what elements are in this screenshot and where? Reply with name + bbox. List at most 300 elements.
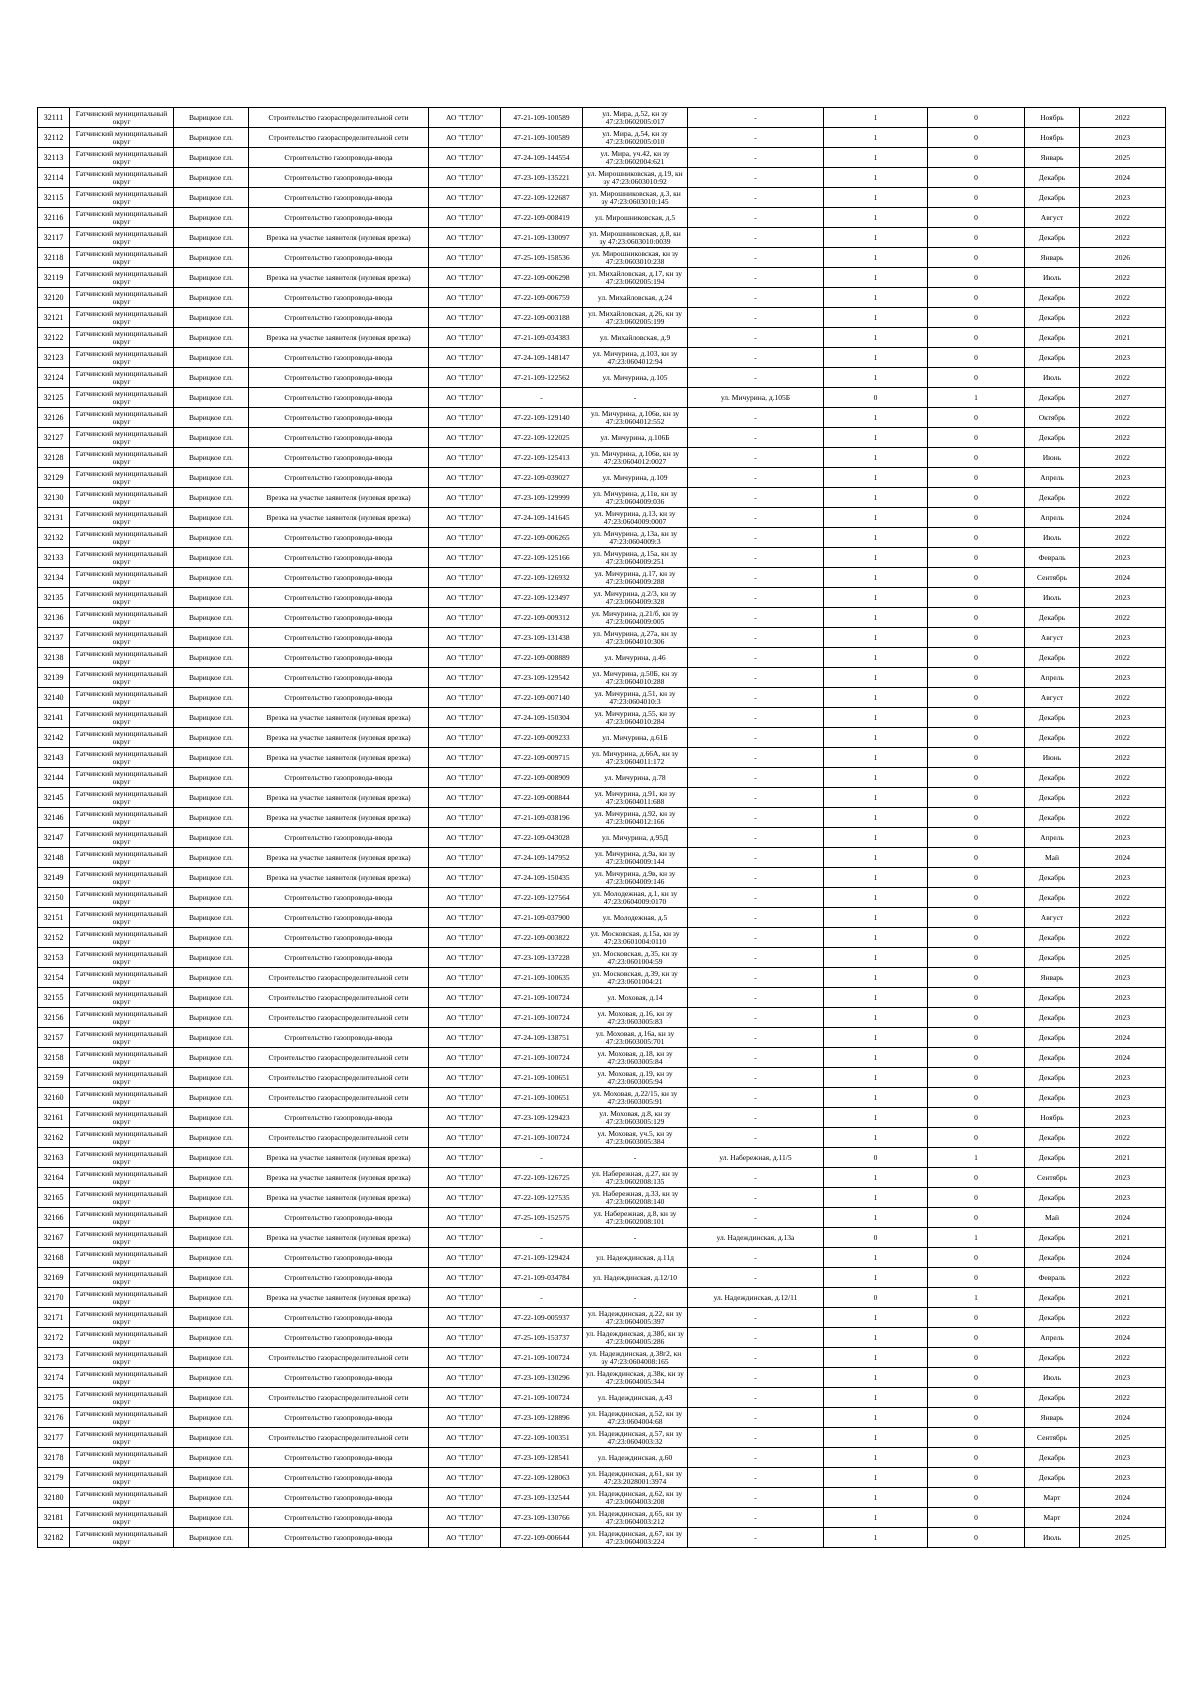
cell-month: Декабрь (1025, 1308, 1080, 1328)
cell-address-alt: - (688, 1208, 824, 1228)
cell-address-alt: ул. Мичурина, д.105Б (688, 388, 824, 408)
cell-month: Декабрь (1025, 1468, 1080, 1488)
cell-settlement: Вырицкое г.п. (174, 1528, 249, 1548)
cell-district: Гатчинский муниципальный округ (70, 168, 174, 188)
cell-month: Декабрь (1025, 728, 1080, 748)
cell-settlement: Вырицкое г.п. (174, 1248, 249, 1268)
cell-code: 47-23-109-131438 (501, 628, 583, 648)
cell-district: Гатчинский муниципальный округ (70, 1388, 174, 1408)
cell-address: ул. Мичурина, д.66А, кн зу 47:23:0604011:172 (583, 748, 688, 768)
cell-month: Декабрь (1025, 988, 1080, 1008)
cell-work-type: Строительство газопровода-ввода (249, 1268, 429, 1288)
cell-count-b: 1 (928, 388, 1025, 408)
cell-address: ул. Молодежная, д.1, кн зу 47:23:0604009:0170 (583, 888, 688, 908)
cell-settlement: Вырицкое г.п. (174, 928, 249, 948)
cell-code: 47-25-109-158536 (501, 248, 583, 268)
cell-address: ул. Мичурина, д.13, кн зу 47:23:0604009:0007 (583, 508, 688, 528)
cell-year: 2022 (1080, 1348, 1166, 1368)
cell-settlement: Вырицкое г.п. (174, 1488, 249, 1508)
cell-address-alt: - (688, 228, 824, 248)
cell-settlement: Вырицкое г.п. (174, 188, 249, 208)
cell-org: АО "ГГЛО" (429, 388, 501, 408)
cell-work-type: Строительство газопровода-ввода (249, 468, 429, 488)
cell-address-alt: - (688, 608, 824, 628)
cell-work-type: Врезка на участке заявителя (нулевая врезка) (249, 728, 429, 748)
cell-code: 47-23-109-132544 (501, 1488, 583, 1508)
cell-org: АО "ГГЛО" (429, 368, 501, 388)
cell-address: ул. Надеждинская, д.43 (583, 1388, 688, 1408)
cell-num: 32163 (38, 1148, 70, 1168)
cell-count-a: 1 (824, 568, 928, 588)
cell-count-a: 1 (824, 948, 928, 968)
cell-address: ул. Мичурина, д.103, кн зу 47:23:0604012:94 (583, 348, 688, 368)
cell-address-alt: - (688, 788, 824, 808)
cell-count-a: 1 (824, 528, 928, 548)
cell-address: ул. Мичурина, д.15а, кн зу 47:23:0604009:251 (583, 548, 688, 568)
table-row (38, 1308, 1166, 1328)
cell-work-type: Врезка на участке заявителя (нулевая врезка) (249, 808, 429, 828)
cell-work-type: Строительство газопровода-ввода (249, 288, 429, 308)
table-row (38, 1008, 1166, 1028)
cell-work-type: Строительство газораспределительной сети (249, 1088, 429, 1108)
cell-address: ул. Мичурина, д.2/3, кн зу 47:23:0604009:328 (583, 588, 688, 608)
cell-code: 47-21-109-034784 (501, 1268, 583, 1288)
cell-work-type: Строительство газопровода-ввода (249, 1488, 429, 1508)
cell-count-b: 0 (928, 468, 1025, 488)
cell-address: ул. Надеждинская, д.52, кн зу 47:23:0604004:68 (583, 1408, 688, 1428)
cell-district: Гатчинский муниципальный округ (70, 988, 174, 1008)
table-row (38, 508, 1166, 528)
cell-district: Гатчинский муниципальный округ (70, 528, 174, 548)
cell-address: ул. Мичурина, д.105 (583, 368, 688, 388)
table-row (38, 1488, 1166, 1508)
table-row (38, 468, 1166, 488)
cell-address-alt: - (688, 1088, 824, 1108)
cell-year: 2022 (1080, 748, 1166, 768)
cell-district: Гатчинский муниципальный округ (70, 208, 174, 228)
cell-work-type: Строительство газопровода-ввода (249, 668, 429, 688)
cell-year: 2024 (1080, 1208, 1166, 1228)
cell-org: АО "ГГЛО" (429, 668, 501, 688)
cell-month: Июль (1025, 1368, 1080, 1388)
cell-num: 32117 (38, 228, 70, 248)
cell-num: 32149 (38, 868, 70, 888)
cell-org: АО "ГГЛО" (429, 148, 501, 168)
cell-address: ул. Надеждинская, д.38б, кн зу 47:23:0604005:286 (583, 1328, 688, 1348)
cell-address: - (583, 1228, 688, 1248)
cell-district: Гатчинский муниципальный округ (70, 688, 174, 708)
cell-code: 47-23-109-137228 (501, 948, 583, 968)
cell-settlement: Вырицкое г.п. (174, 1428, 249, 1448)
cell-work-type: Строительство газопровода-ввода (249, 1448, 429, 1468)
cell-settlement: Вырицкое г.п. (174, 1128, 249, 1148)
cell-month: Июль (1025, 1528, 1080, 1548)
cell-num: 32120 (38, 288, 70, 308)
cell-address: ул. Мирошниковская, д.3, кн зу 47:23:0603010:145 (583, 188, 688, 208)
table-row (38, 1068, 1166, 1088)
cell-code: 47-22-109-122025 (501, 428, 583, 448)
cell-address-alt: - (688, 588, 824, 608)
cell-address: ул. Надеждинская, д.12/10 (583, 1268, 688, 1288)
table-row (38, 368, 1166, 388)
cell-address-alt: - (688, 1128, 824, 1148)
cell-work-type: Строительство газораспределительной сети (249, 1008, 429, 1028)
cell-month: Август (1025, 908, 1080, 928)
cell-num: 32166 (38, 1208, 70, 1228)
cell-count-b: 0 (928, 1428, 1025, 1448)
cell-month: Декабрь (1025, 228, 1080, 248)
cell-num: 32125 (38, 388, 70, 408)
table-row (38, 688, 1166, 708)
cell-code: 47-23-109-128541 (501, 1448, 583, 1468)
cell-settlement: Вырицкое г.п. (174, 208, 249, 228)
cell-count-a: 1 (824, 1028, 928, 1048)
cell-month: Июль (1025, 368, 1080, 388)
cell-district: Гатчинский муниципальный округ (70, 1428, 174, 1448)
cell-address-alt: - (688, 728, 824, 748)
cell-district: Гатчинский муниципальный округ (70, 228, 174, 248)
cell-count-b: 0 (928, 648, 1025, 668)
cell-address: ул. Московская, д.15а, кн зу 47:23:0601004:0110 (583, 928, 688, 948)
cell-work-type: Строительство газопровода-ввода (249, 1308, 429, 1328)
cell-settlement: Вырицкое г.п. (174, 248, 249, 268)
cell-org: АО "ГГЛО" (429, 328, 501, 348)
cell-code: 47-22-109-128063 (501, 1468, 583, 1488)
cell-month: Декабрь (1025, 1448, 1080, 1468)
cell-address-alt: - (688, 448, 824, 468)
cell-address-alt: - (688, 368, 824, 388)
table-row (38, 1468, 1166, 1488)
cell-settlement: Вырицкое г.п. (174, 168, 249, 188)
cell-count-a: 1 (824, 1208, 928, 1228)
cell-district: Гатчинский муниципальный округ (70, 1288, 174, 1308)
cell-address-alt: - (688, 1408, 824, 1428)
cell-district: Гатчинский муниципальный округ (70, 588, 174, 608)
cell-org: АО "ГГЛО" (429, 908, 501, 928)
cell-count-b: 0 (928, 788, 1025, 808)
cell-year: 2024 (1080, 1028, 1166, 1048)
cell-month: Декабрь (1025, 948, 1080, 968)
cell-num: 32122 (38, 328, 70, 348)
cell-settlement: Вырицкое г.п. (174, 448, 249, 468)
cell-address-alt: - (688, 108, 824, 128)
cell-work-type: Строительство газопровода-ввода (249, 588, 429, 608)
cell-address: ул. Надеждинская, д.11д (583, 1248, 688, 1268)
table-row (38, 908, 1166, 928)
cell-num: 32133 (38, 548, 70, 568)
cell-count-a: 1 (824, 328, 928, 348)
cell-month: Май (1025, 1208, 1080, 1228)
cell-count-b: 0 (928, 568, 1025, 588)
cell-month: Декабрь (1025, 188, 1080, 208)
cell-count-a: 1 (824, 1428, 928, 1448)
cell-count-a: 1 (824, 728, 928, 748)
cell-district: Гатчинский муниципальный округ (70, 328, 174, 348)
cell-month: Декабрь (1025, 288, 1080, 308)
cell-count-b: 0 (928, 408, 1025, 428)
cell-num: 32135 (38, 588, 70, 608)
cell-num: 32112 (38, 128, 70, 148)
table-row (38, 848, 1166, 868)
table-row (38, 188, 1166, 208)
cell-address: ул. Надеждинская, д.57, кн зу 47:23:0604003:32 (583, 1428, 688, 1448)
cell-code: - (501, 388, 583, 408)
gasification-plan-table (37, 107, 1166, 1548)
cell-num: 32153 (38, 948, 70, 968)
cell-settlement: Вырицкое г.п. (174, 1348, 249, 1368)
table-row (38, 1388, 1166, 1408)
cell-count-b: 0 (928, 228, 1025, 248)
cell-settlement: Вырицкое г.п. (174, 908, 249, 928)
table-row (38, 1028, 1166, 1048)
cell-address-alt: - (688, 668, 824, 688)
cell-code: 47-22-109-125166 (501, 548, 583, 568)
cell-code: 47-21-109-037900 (501, 908, 583, 928)
cell-year: 2022 (1080, 488, 1166, 508)
cell-address: ул. Моховая, д.16, кн зу 47:23:0603005:83 (583, 1008, 688, 1028)
cell-district: Гатчинский муниципальный округ (70, 248, 174, 268)
cell-count-a: 1 (824, 908, 928, 928)
cell-num: 32155 (38, 988, 70, 1008)
cell-district: Гатчинский муниципальный округ (70, 768, 174, 788)
cell-district: Гатчинский муниципальный округ (70, 1248, 174, 1268)
cell-count-a: 1 (824, 1328, 928, 1348)
cell-count-b: 0 (928, 808, 1025, 828)
table-row (38, 1088, 1166, 1108)
cell-num: 32123 (38, 348, 70, 368)
table-row (38, 248, 1166, 268)
cell-work-type: Строительство газораспределительной сети (249, 108, 429, 128)
cell-num: 32158 (38, 1048, 70, 1068)
cell-district: Гатчинский муниципальный округ (70, 508, 174, 528)
cell-year: 2021 (1080, 1228, 1166, 1248)
cell-count-b: 0 (928, 768, 1025, 788)
cell-count-b: 0 (928, 1168, 1025, 1188)
cell-address-alt: - (688, 568, 824, 588)
cell-settlement: Вырицкое г.п. (174, 408, 249, 428)
cell-year: 2023 (1080, 1468, 1166, 1488)
cell-count-a: 1 (824, 148, 928, 168)
cell-code: 47-21-109-100589 (501, 108, 583, 128)
cell-district: Гатчинский муниципальный округ (70, 368, 174, 388)
cell-year: 2024 (1080, 1048, 1166, 1068)
cell-settlement: Вырицкое г.п. (174, 708, 249, 728)
cell-work-type: Строительство газопровода-ввода (249, 1468, 429, 1488)
cell-org: АО "ГГЛО" (429, 1528, 501, 1548)
table-row (38, 1228, 1166, 1248)
cell-count-a: 1 (824, 1388, 928, 1408)
cell-month: Январь (1025, 968, 1080, 988)
cell-year: 2024 (1080, 568, 1166, 588)
cell-month: Декабрь (1025, 768, 1080, 788)
cell-year: 2022 (1080, 208, 1166, 228)
cell-count-b: 0 (928, 968, 1025, 988)
cell-code: 47-22-109-008909 (501, 768, 583, 788)
cell-num: 32116 (38, 208, 70, 228)
cell-settlement: Вырицкое г.п. (174, 988, 249, 1008)
cell-num: 32113 (38, 148, 70, 168)
cell-address: ул. Мичурина, д.46 (583, 648, 688, 668)
cell-count-a: 1 (824, 1508, 928, 1528)
cell-address: ул. Моховая, уч.5, кн зу 47:23:0603005:384 (583, 1128, 688, 1148)
cell-work-type: Строительство газораспределительной сети (249, 1388, 429, 1408)
cell-year: 2022 (1080, 1388, 1166, 1408)
cell-address-alt: - (688, 1108, 824, 1128)
cell-district: Гатчинский муниципальный округ (70, 968, 174, 988)
cell-year: 2023 (1080, 968, 1166, 988)
cell-org: АО "ГГЛО" (429, 1168, 501, 1188)
cell-year: 2023 (1080, 1168, 1166, 1188)
cell-code: 47-22-109-006265 (501, 528, 583, 548)
cell-work-type: Строительство газопровода-ввода (249, 1408, 429, 1428)
cell-code: 47-25-109-152575 (501, 1208, 583, 1228)
cell-org: АО "ГГЛО" (429, 828, 501, 848)
cell-month: Декабрь (1025, 1128, 1080, 1148)
table-row (38, 828, 1166, 848)
cell-num: 32152 (38, 928, 70, 948)
cell-month: Декабрь (1025, 648, 1080, 668)
cell-count-a: 1 (824, 228, 928, 248)
cell-work-type: Врезка на участке заявителя (нулевая врезка) (249, 508, 429, 528)
cell-address-alt: - (688, 428, 824, 448)
cell-count-a: 1 (824, 788, 928, 808)
cell-num: 32171 (38, 1308, 70, 1328)
cell-address: ул. Мичурина, д.9в, кн зу 47:23:0604009:146 (583, 868, 688, 888)
cell-org: АО "ГГЛО" (429, 1328, 501, 1348)
cell-count-a: 1 (824, 1448, 928, 1468)
cell-count-a: 1 (824, 1168, 928, 1188)
cell-district: Гатчинский муниципальный округ (70, 848, 174, 868)
cell-address: ул. Моховая, д.22/15, кн зу 47:23:0603005:91 (583, 1088, 688, 1108)
cell-work-type: Врезка на участке заявителя (нулевая врезка) (249, 848, 429, 868)
table-row (38, 888, 1166, 908)
cell-settlement: Вырицкое г.п. (174, 288, 249, 308)
cell-district: Гатчинский муниципальный округ (70, 648, 174, 668)
cell-year: 2024 (1080, 1508, 1166, 1528)
cell-year: 2022 (1080, 608, 1166, 628)
cell-work-type: Врезка на участке заявителя (нулевая врезка) (249, 228, 429, 248)
cell-address-alt: - (688, 1068, 824, 1088)
cell-settlement: Вырицкое г.п. (174, 1228, 249, 1248)
cell-count-b: 0 (928, 868, 1025, 888)
cell-month: Январь (1025, 148, 1080, 168)
cell-month: Сентябрь (1025, 568, 1080, 588)
cell-address-alt: - (688, 1468, 824, 1488)
cell-count-b: 0 (928, 1468, 1025, 1488)
cell-count-a: 1 (824, 408, 928, 428)
cell-district: Гатчинский муниципальный округ (70, 1108, 174, 1128)
cell-num: 32144 (38, 768, 70, 788)
cell-num: 32131 (38, 508, 70, 528)
cell-count-b: 0 (928, 308, 1025, 328)
cell-num: 32157 (38, 1028, 70, 1048)
cell-year: 2024 (1080, 848, 1166, 868)
cell-work-type: Строительство газораспределительной сети (249, 968, 429, 988)
cell-settlement: Вырицкое г.п. (174, 1448, 249, 1468)
cell-district: Гатчинский муниципальный округ (70, 548, 174, 568)
cell-code: 47-24-109-138751 (501, 1028, 583, 1048)
cell-year: 2022 (1080, 908, 1166, 928)
cell-org: АО "ГГЛО" (429, 928, 501, 948)
cell-count-a: 1 (824, 1048, 928, 1068)
cell-num: 32176 (38, 1408, 70, 1428)
cell-district: Гатчинский муниципальный округ (70, 928, 174, 948)
cell-district: Гатчинский муниципальный округ (70, 788, 174, 808)
cell-work-type: Врезка на участке заявителя (нулевая врезка) (249, 1288, 429, 1308)
cell-code: 47-22-109-127535 (501, 1188, 583, 1208)
cell-month: Декабрь (1025, 1048, 1080, 1068)
cell-year: 2025 (1080, 148, 1166, 168)
cell-address-alt: - (688, 168, 824, 188)
cell-count-a: 1 (824, 1188, 928, 1208)
cell-address-alt: ул. Надеждинская, д.12/11 (688, 1288, 824, 1308)
cell-address-alt: - (688, 1008, 824, 1028)
cell-address-alt: - (688, 688, 824, 708)
cell-count-a: 1 (824, 268, 928, 288)
table-row (38, 728, 1166, 748)
cell-code: - (501, 1288, 583, 1308)
table-row (38, 648, 1166, 668)
cell-count-a: 1 (824, 868, 928, 888)
cell-district: Гатчинский муниципальный округ (70, 608, 174, 628)
table-row (38, 748, 1166, 768)
cell-year: 2023 (1080, 1448, 1166, 1468)
cell-count-a: 1 (824, 1248, 928, 1268)
cell-address-alt: - (688, 548, 824, 568)
cell-settlement: Вырицкое г.п. (174, 1388, 249, 1408)
cell-count-b: 0 (928, 588, 1025, 608)
cell-code: 47-22-109-005937 (501, 1308, 583, 1328)
cell-count-b: 0 (928, 628, 1025, 648)
cell-count-b: 0 (928, 368, 1025, 388)
cell-count-b: 0 (928, 1268, 1025, 1288)
cell-address: ул. Мичурина, д.61Б (583, 728, 688, 748)
cell-count-a: 1 (824, 1128, 928, 1148)
cell-address-alt: - (688, 288, 824, 308)
cell-settlement: Вырицкое г.п. (174, 1108, 249, 1128)
cell-count-a: 1 (824, 888, 928, 908)
cell-month: Декабрь (1025, 1348, 1080, 1368)
cell-month: Декабрь (1025, 868, 1080, 888)
cell-address: ул. Мира, д.52, кн зу 47:23:0602005:017 (583, 108, 688, 128)
cell-code: 47-23-109-129423 (501, 1108, 583, 1128)
cell-district: Гатчинский муниципальный округ (70, 748, 174, 768)
table-row (38, 1348, 1166, 1368)
cell-org: АО "ГГЛО" (429, 848, 501, 868)
cell-address: ул. Набережная, д.33, кн зу 47:23:0602008:140 (583, 1188, 688, 1208)
cell-org: АО "ГГЛО" (429, 748, 501, 768)
cell-settlement: Вырицкое г.п. (174, 1468, 249, 1488)
cell-num: 32167 (38, 1228, 70, 1248)
cell-org: АО "ГГЛО" (429, 1088, 501, 1108)
cell-work-type: Строительство газопровода-ввода (249, 1108, 429, 1128)
cell-num: 32145 (38, 788, 70, 808)
cell-address: ул. Надеждинская, д.61, кн зу 47:23:2028001:3974 (583, 1468, 688, 1488)
cell-org: АО "ГГЛО" (429, 788, 501, 808)
cell-district: Гатчинский муниципальный округ (70, 1448, 174, 1468)
cell-org: АО "ГГЛО" (429, 888, 501, 908)
cell-count-a: 1 (824, 828, 928, 848)
cell-num: 32148 (38, 848, 70, 868)
cell-code: 47-22-109-100351 (501, 1428, 583, 1448)
cell-work-type: Строительство газопровода-ввода (249, 308, 429, 328)
cell-month: Апрель (1025, 668, 1080, 688)
cell-year: 2023 (1080, 708, 1166, 728)
cell-settlement: Вырицкое г.п. (174, 568, 249, 588)
cell-settlement: Вырицкое г.п. (174, 1308, 249, 1328)
cell-district: Гатчинский муниципальный округ (70, 108, 174, 128)
table-row (38, 228, 1166, 248)
